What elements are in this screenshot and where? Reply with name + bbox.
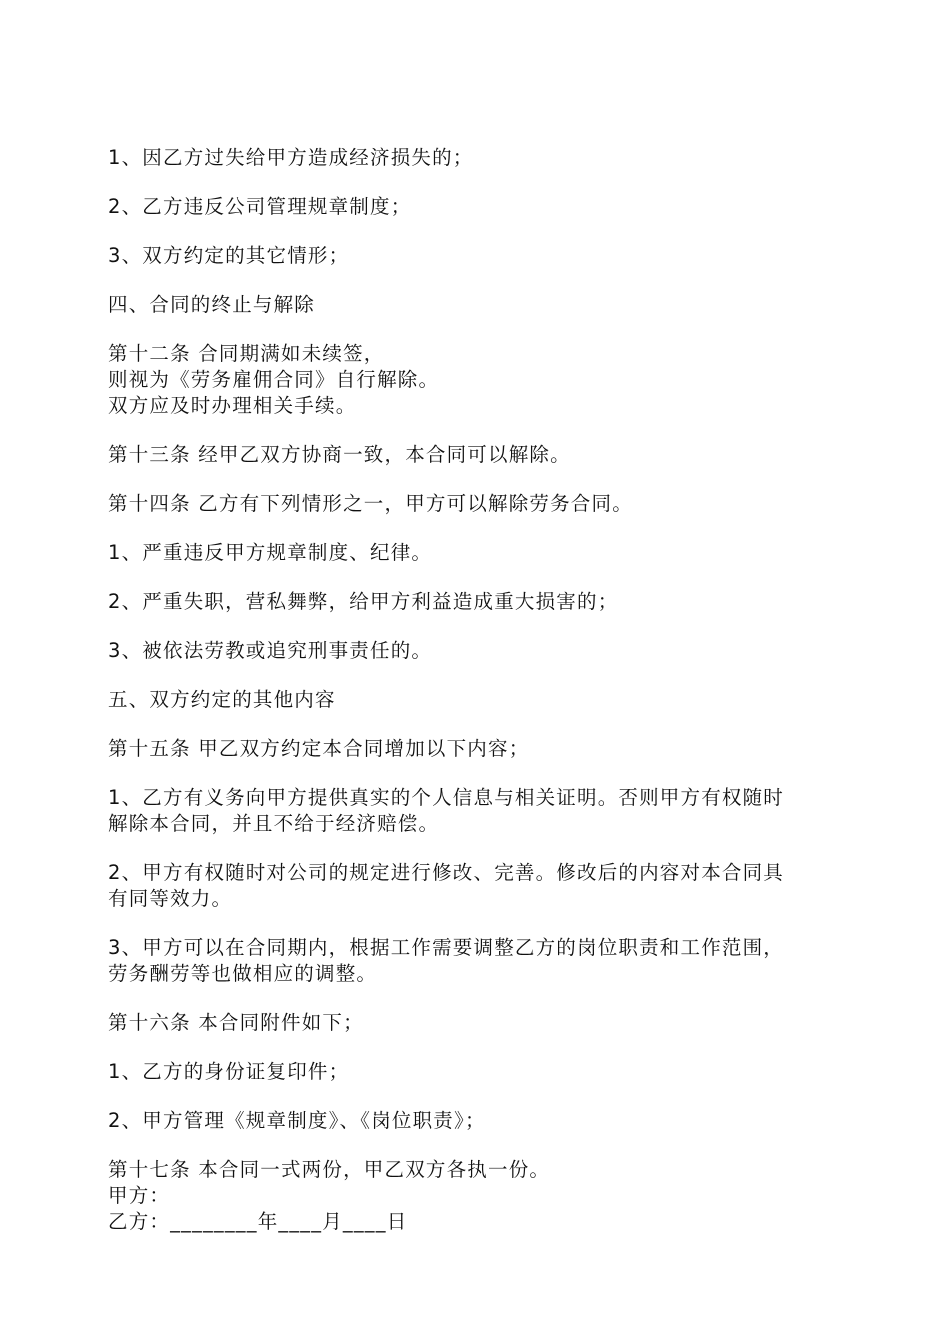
paragraph-line: 2、乙方违反公司管理规章制度； bbox=[108, 195, 412, 218]
paragraph bbox=[108, 1010, 848, 1036]
paragraph-line: 第十四条 乙方有下列情形之一，甲方可以解除劳务合同。 bbox=[108, 492, 633, 515]
paragraph bbox=[108, 1059, 848, 1085]
paragraph-line: 2、甲方管理《规章制度》、《岗位职责》； bbox=[108, 1109, 486, 1132]
paragraph bbox=[108, 1108, 848, 1134]
paragraph-line: 有同等效力。 bbox=[108, 887, 233, 910]
paragraph bbox=[108, 145, 848, 171]
paragraph-line: 1、乙方的身份证复印件； bbox=[108, 1060, 350, 1083]
paragraph-line: 3、被依法劳教或追究刑事责任的。 bbox=[108, 639, 433, 662]
paragraph-line: 3、双方约定的其它情形； bbox=[108, 244, 350, 267]
paragraph bbox=[108, 540, 848, 566]
paragraph bbox=[108, 442, 848, 468]
paragraph bbox=[108, 589, 848, 615]
paragraph-line: 则视为《劳务雇佣合同》自行解除。 bbox=[108, 368, 440, 391]
paragraph-line: 第十六条 本合同附件如下； bbox=[108, 1011, 364, 1034]
paragraph-line: 乙方：________年____月____日 bbox=[108, 1210, 408, 1233]
paragraph bbox=[108, 736, 848, 762]
paragraph bbox=[108, 292, 848, 318]
paragraph bbox=[108, 638, 848, 664]
paragraph-line: 双方应及时办理相关手续。 bbox=[108, 394, 357, 417]
paragraph-line: 第十七条 本合同一式两份，甲乙双方各执一份。 bbox=[108, 1158, 551, 1181]
paragraph-line: 第十三条 经甲乙双方协商一致，本合同可以解除。 bbox=[108, 443, 571, 466]
paragraph bbox=[108, 687, 848, 713]
paragraph bbox=[108, 935, 848, 987]
paragraph-line: 1、因乙方过失给甲方造成经济损失的； bbox=[108, 146, 474, 169]
paragraph-line: 四、合同的终止与解除 bbox=[108, 293, 316, 316]
paragraph bbox=[108, 785, 848, 837]
document-page bbox=[108, 145, 848, 1258]
paragraph-line: 劳务酬劳等也做相应的调整。 bbox=[108, 962, 378, 985]
paragraph-line: 甲方： bbox=[108, 1184, 171, 1207]
paragraph-line: 五、双方约定的其他内容 bbox=[108, 688, 336, 711]
paragraph-line: 第十五条 甲乙双方约定本合同增加以下内容； bbox=[108, 737, 530, 760]
paragraph bbox=[108, 860, 848, 912]
paragraph-line: 1、乙方有义务向甲方提供真实的个人信息与相关证明。否则甲方有权随时 bbox=[108, 786, 785, 809]
paragraph bbox=[108, 1157, 848, 1235]
paragraph-line: 2、严重失职，营私舞弊，给甲方利益造成重大损害的； bbox=[108, 590, 619, 613]
paragraph-line: 3、甲方可以在合同期内，根据工作需要调整乙方的岗位职责和工作范围， bbox=[108, 936, 785, 959]
paragraph-line: 1、严重违反甲方规章制度、纪律。 bbox=[108, 541, 433, 564]
paragraph bbox=[108, 243, 848, 269]
paragraph-line: 2、甲方有权随时对公司的规定进行修改、完善。修改后的内容对本合同具 bbox=[108, 861, 785, 884]
paragraph-line: 第十二条 合同期满如未续签， bbox=[108, 342, 385, 365]
paragraph bbox=[108, 194, 848, 220]
paragraph-line: 解除本合同，并且不给于经济赔偿。 bbox=[108, 812, 440, 835]
paragraph bbox=[108, 341, 848, 419]
paragraph bbox=[108, 491, 848, 517]
